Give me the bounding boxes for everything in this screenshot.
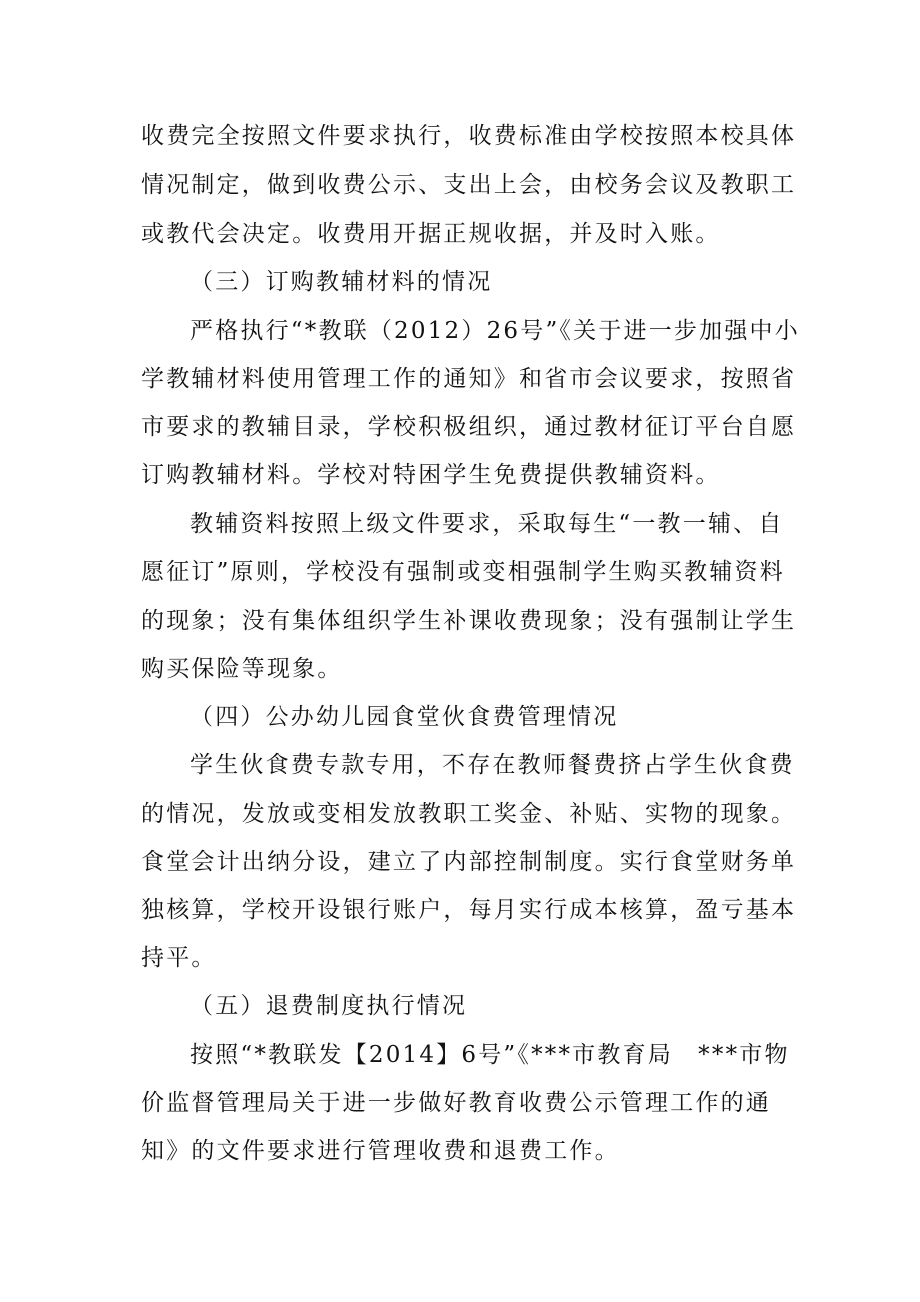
paragraph-line: 订购教辅材料。学校对特困学生免费提供教辅资料。 xyxy=(141,462,721,488)
paragraph-line: 或教代会决定。收费用开据正规收据，并及时入账。 xyxy=(141,221,721,247)
paragraph-line: 教辅资料按照上级文件要求，采取每生“一教一辅、自 xyxy=(190,511,784,537)
paragraph-line: 食堂会计出纳分设，建立了内部控制制度。实行食堂财务单 xyxy=(141,849,797,875)
paragraph-line: 知》的文件要求进行管理收费和退费工作。 xyxy=(141,1138,620,1164)
section-heading-3: （三）订购教辅材料的情况 xyxy=(190,269,493,295)
section-heading-4: （四）公办幼儿园食堂伙食费管理情况 xyxy=(190,704,619,730)
paragraph-line: 市要求的教辅目录，学校积极组织，通过教材征订平台自愿 xyxy=(141,414,797,440)
section-heading-5: （五）退费制度执行情况 xyxy=(190,993,468,1019)
paragraph-line: 严格执行“*教联（2012）26号”《关于进一步加强中小 xyxy=(190,318,800,344)
paragraph-line: 的现象；没有集体组织学生补课收费现象；没有强制让学生 xyxy=(141,608,797,634)
paragraph-line: 按照“*教联发【2014】6号”《***市教育局 ***市物 xyxy=(190,1042,790,1068)
paragraph-line: 愿征订”原则，学校没有强制或变相强制学生购买教辅资料 xyxy=(141,559,785,585)
paragraph-line: 持平。 xyxy=(141,945,217,971)
paragraph-line: 学生伙食费专款专用，不存在教师餐费挤占学生伙食费 xyxy=(190,752,795,778)
paragraph-line: 价监督管理局关于进一步做好教育收费公示管理工作的通 xyxy=(141,1090,771,1116)
paragraph-line: 购买保险等现象。 xyxy=(141,656,343,682)
paragraph-line: 独核算，学校开设银行账户，每月实行成本核算，盈亏基本 xyxy=(141,897,797,923)
paragraph-line: 收费完全按照文件要求执行，收费标准由学校按照本校具体 xyxy=(141,123,797,149)
paragraph-line: 情况制定，做到收费公示、支出上会，由校务会议及教职工 xyxy=(141,172,797,198)
paragraph-line: 的情况，发放或变相发放教职工奖金、补贴、实物的现象。 xyxy=(141,801,797,827)
paragraph-line: 学教辅材料使用管理工作的通知》和省市会议要求，按照省 xyxy=(141,366,797,392)
